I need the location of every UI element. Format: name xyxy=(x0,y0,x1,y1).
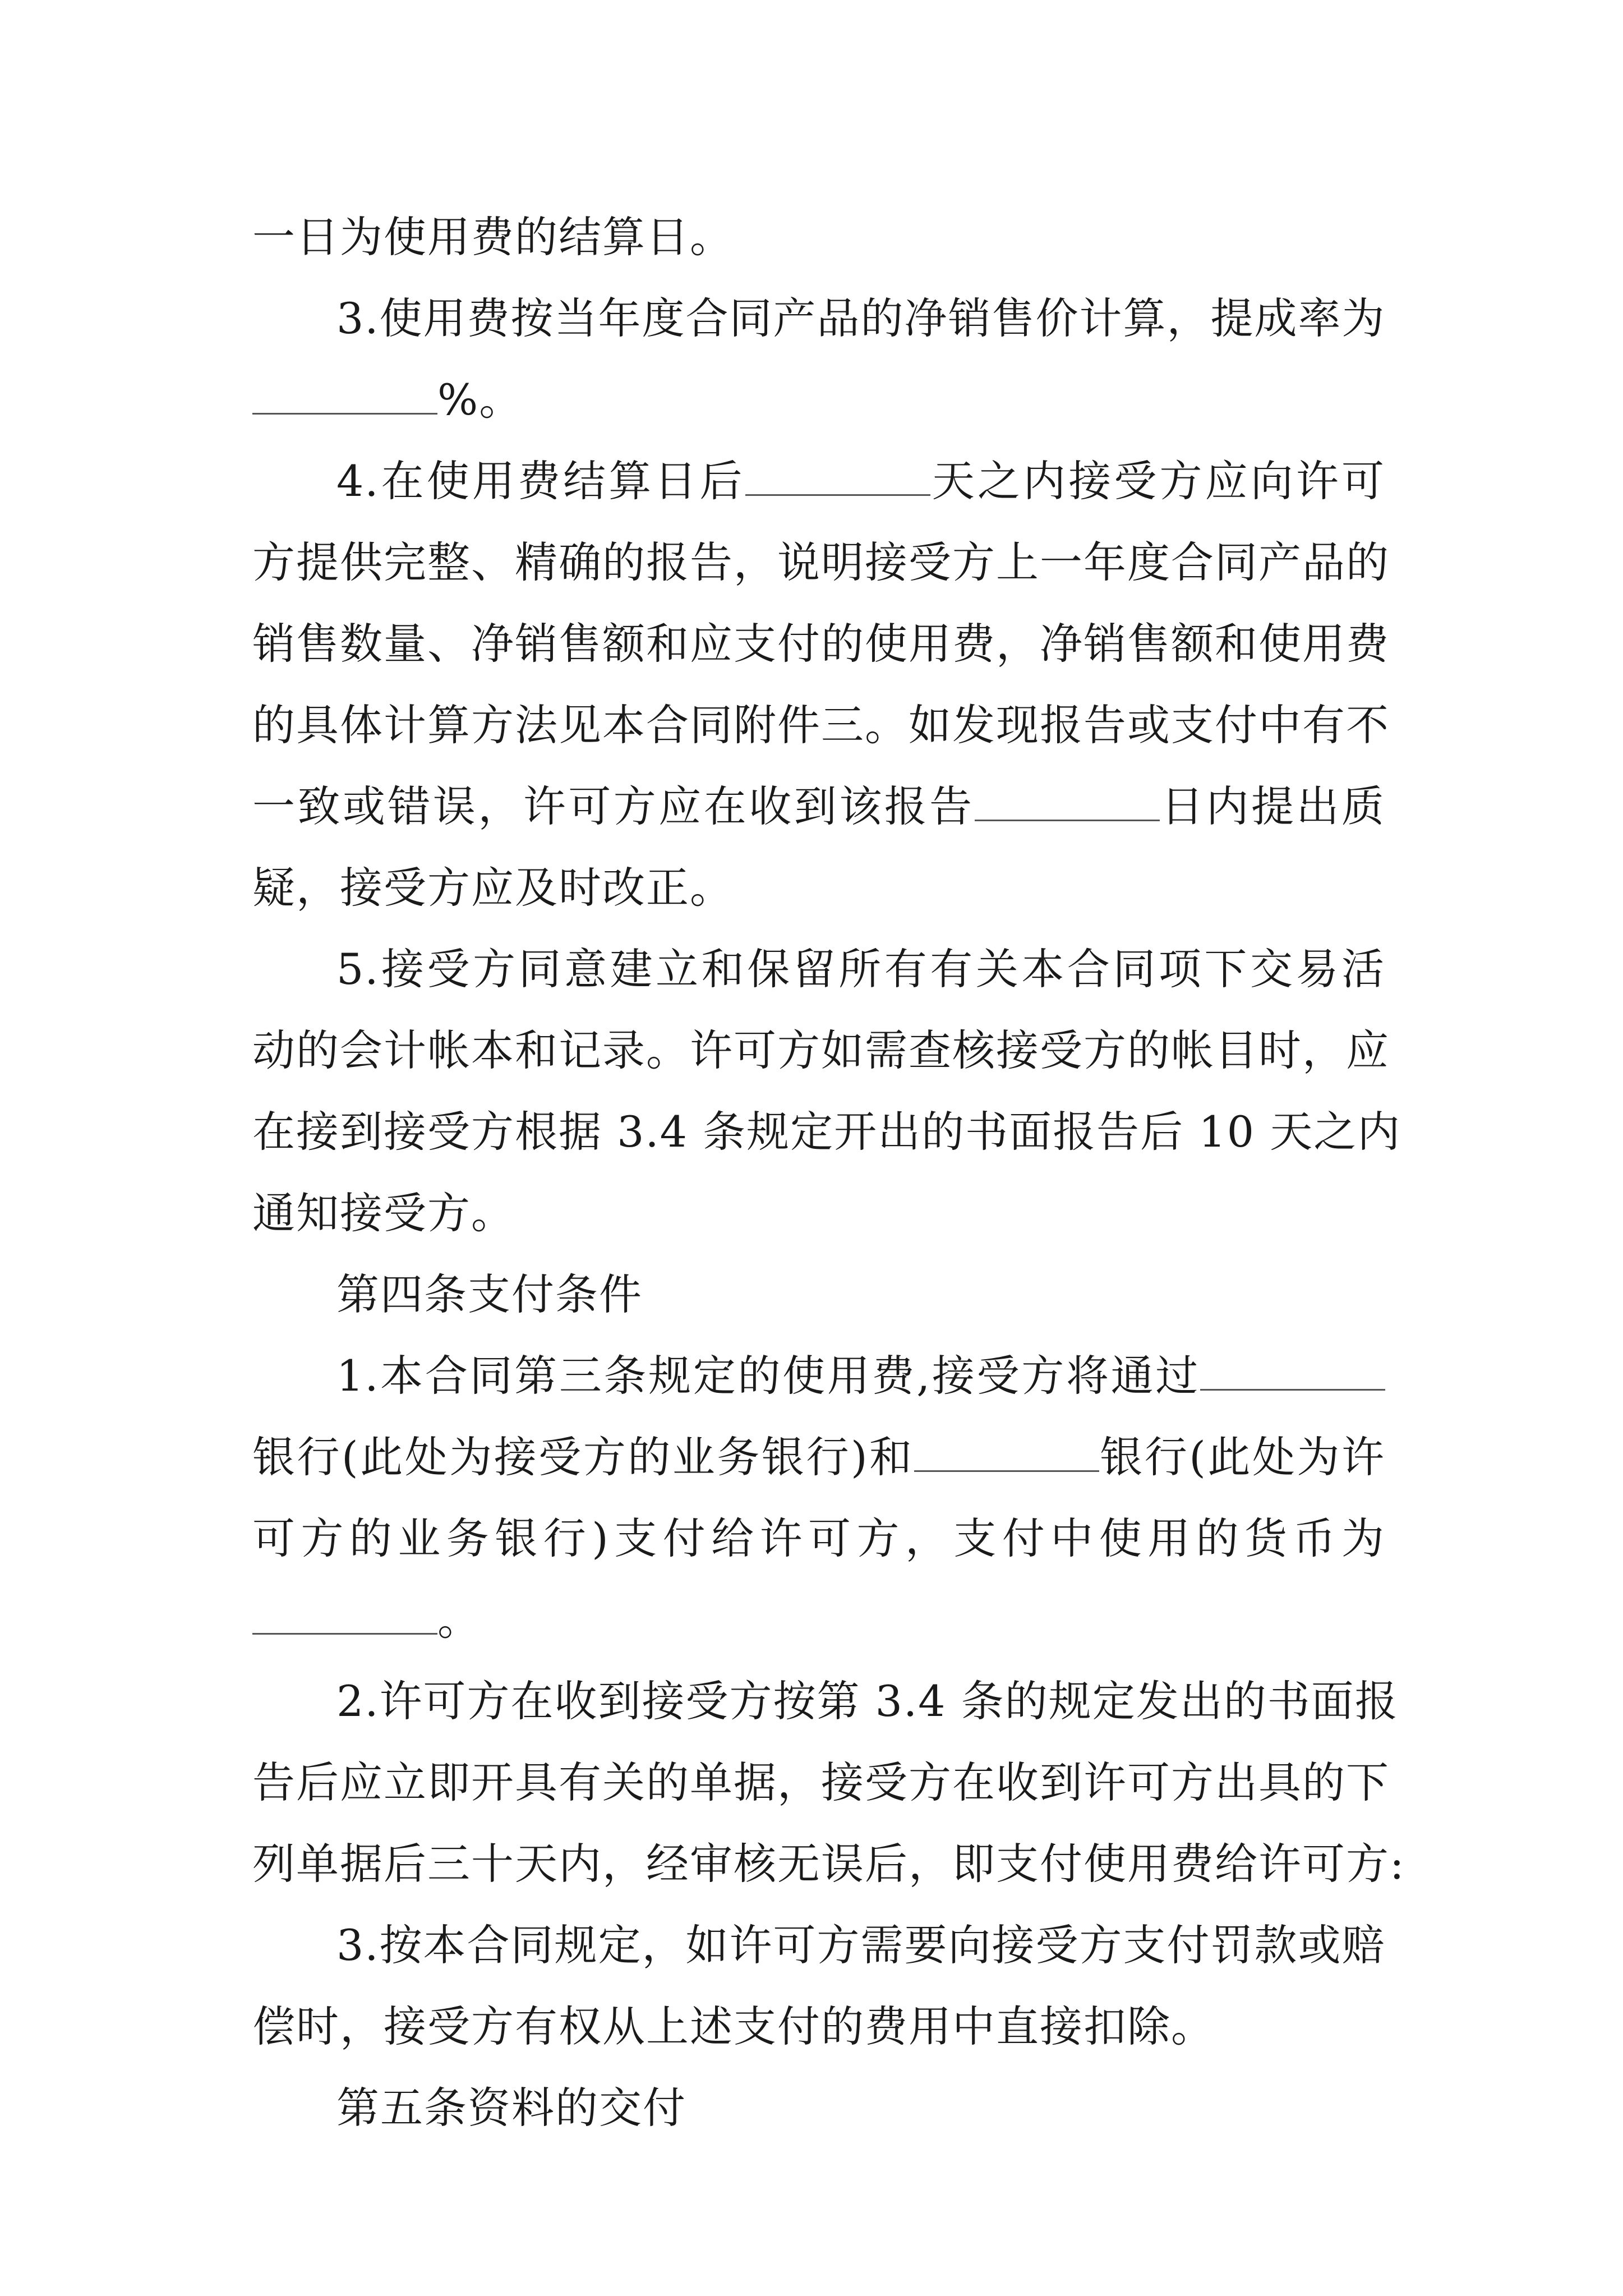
fill-in-blank[interactable] xyxy=(252,374,437,415)
text-line: 在接到接受方根据 3.4 条规定开出的书面报告后 10 天之内 xyxy=(252,1107,1401,1157)
text-line: 3.按本合同规定，如许可方需要向接受方支付罚款或赔 xyxy=(336,1920,1386,1970)
text-line: 列单据后三十天内，经审核无误后，即支付使用费给许可方: xyxy=(252,1839,1405,1889)
fill-in-blank[interactable] xyxy=(914,1431,1099,1472)
text-line: 1.本合同第三条规定的使用费,接受方将通过 xyxy=(336,1349,1385,1403)
fill-in-blank[interactable] xyxy=(252,1594,437,1635)
text-line: 一致或错误，许可方应在收到该报告 日内提出质 xyxy=(252,781,1386,831)
text-line: 。 xyxy=(252,1593,1385,1647)
fill-in-blank[interactable] xyxy=(975,780,1160,821)
text-line: 方提供完整、精确的报告，说明接受方上一年度合同产品的 xyxy=(252,537,1390,587)
fill-in-blank[interactable] xyxy=(745,455,930,496)
section-heading: 第五条资料的交付 xyxy=(336,2083,686,2133)
text-line: 2.许可方在收到接受方按第 3.4 条的规定发出的书面报 xyxy=(336,1676,1399,1726)
text-line: 3.使用费按当年度合同产品的净销售价计算，提成率为 xyxy=(336,293,1386,343)
text-line: 告后应立即开具有关的单据，接受方在收到许可方出具的下 xyxy=(252,1757,1390,1807)
text-line: 动的会计帐本和记录。许可方如需查核接受方的帐目时，应 xyxy=(252,1025,1390,1075)
text-line: 5.接受方同意建立和保留所有有关本合同项下交易活 xyxy=(336,944,1385,994)
text-line: 销售数量、净销售额和应支付的使用费，净销售额和使用费 xyxy=(252,619,1390,669)
text-line: %。 xyxy=(252,373,1385,427)
text-line: 的具体计算方法见本合同附件三。如发现报告或支付中有不 xyxy=(252,700,1390,750)
text-line: 通知接受方。 xyxy=(252,1188,515,1238)
text-line: 4.在使用费结算日后 天之内接受方应向许可 xyxy=(336,456,1386,506)
text-line: 疑，接受方应及时改正。 xyxy=(252,863,734,913)
text-line: 银行(此处为接受方的业务银行)和 银行(此处为许 xyxy=(252,1432,1385,1482)
text-line: 偿时，接受方有权从上述支付的费用中直接扣除。 xyxy=(252,2001,1215,2051)
fill-in-blank[interactable] xyxy=(1200,1350,1385,1391)
text-line: 一日为使用费的结算日。 xyxy=(252,212,734,262)
text-line: 可方的业务银行)支付给许可方，支付中使用的货币为 xyxy=(252,1513,1385,1563)
section-heading: 第四条支付条件 xyxy=(336,1269,643,1319)
